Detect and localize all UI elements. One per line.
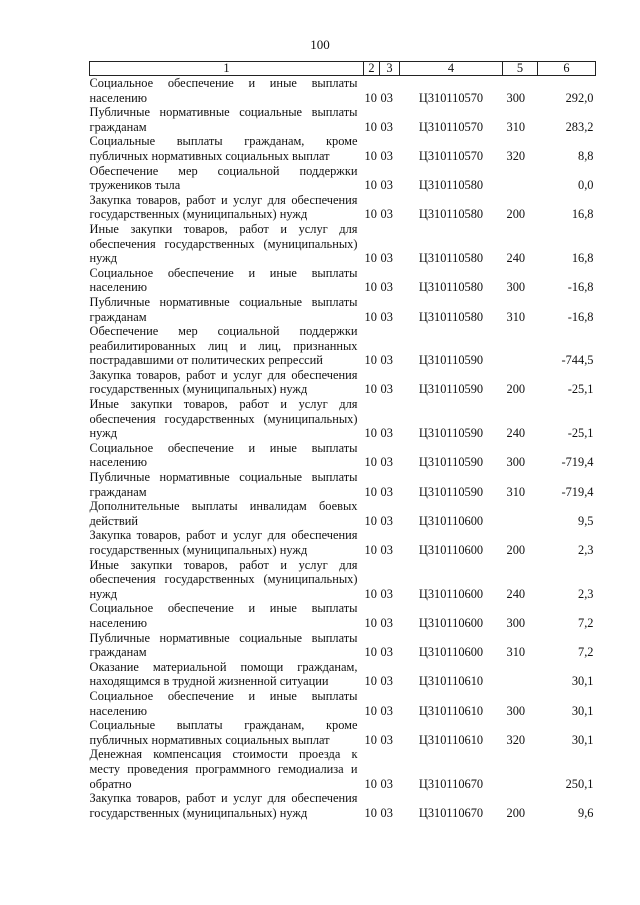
table-row bbox=[90, 470, 596, 499]
row-description: Публичные нормативные социальные выплаты гражданам bbox=[89, 630, 358, 660]
table-row bbox=[90, 164, 596, 193]
row-description: Социальное обеспечение и иные выплаты населению bbox=[89, 440, 358, 470]
row-target-code: Ц310110590 bbox=[418, 484, 484, 499]
row-section: 10 bbox=[364, 119, 377, 134]
row-description: Публичные нормативные социальные выплаты гражданам bbox=[89, 294, 358, 324]
table-row bbox=[90, 134, 596, 163]
row-subsection: 03 bbox=[380, 732, 393, 747]
row-amount: 0,0 bbox=[578, 178, 594, 193]
row-target-code: Ц310110600 bbox=[418, 513, 484, 528]
row-expense-type: 320 bbox=[506, 732, 526, 747]
row-description: Закупка товаров, работ и услуг для обеспечения государственных (муниципальных) нужд bbox=[89, 528, 358, 557]
row-expense-type: 300 bbox=[506, 280, 526, 295]
row-description: Дополнительные выплаты инвалидам боевых действий bbox=[89, 499, 358, 528]
header-col-6: 6 bbox=[538, 62, 596, 76]
row-section: 10 bbox=[364, 586, 377, 601]
header-col-5: 5 bbox=[503, 62, 538, 76]
row-expense-type: 240 bbox=[506, 426, 526, 441]
row-target-code: Ц310110600 bbox=[418, 543, 484, 557]
row-amount: 9,5 bbox=[578, 513, 594, 528]
row-description: Иные закупки товаров, работ и услуг для обеспечения государственных (муниципальных) нужд bbox=[89, 557, 358, 601]
row-subsection: 03 bbox=[380, 148, 393, 163]
table-header bbox=[90, 62, 596, 76]
row-description: Обеспечение мер социальной поддержки тружеников тыла bbox=[89, 163, 358, 193]
row-target-code: Ц310110670 bbox=[418, 776, 484, 791]
row-section: 10 bbox=[364, 615, 377, 630]
row-section: 10 bbox=[364, 732, 377, 747]
row-subsection: 03 bbox=[380, 645, 393, 660]
row-description: Социальные выплаты гражданам, кроме публичных нормативных социальных выплат bbox=[89, 718, 358, 747]
row-section: 10 bbox=[364, 455, 377, 470]
table-row bbox=[90, 266, 596, 295]
header-col-2: 2 bbox=[364, 62, 380, 76]
row-target-code: Ц310110580 bbox=[418, 207, 484, 222]
row-amount: 8,8 bbox=[578, 148, 594, 163]
row-section: 10 bbox=[364, 426, 377, 441]
row-subsection: 03 bbox=[380, 382, 393, 397]
row-amount: 283,2 bbox=[565, 119, 594, 134]
row-target-code: Ц310110580 bbox=[418, 178, 484, 193]
row-subsection: 03 bbox=[380, 426, 393, 441]
row-description: Социальное обеспечение и иные выплаты населению bbox=[89, 688, 358, 718]
table-row bbox=[90, 528, 596, 557]
table-row bbox=[90, 295, 596, 324]
row-section: 10 bbox=[364, 776, 377, 791]
row-amount: 2,3 bbox=[578, 543, 594, 557]
table-row bbox=[90, 397, 596, 441]
row-amount: -25,1 bbox=[567, 382, 594, 397]
header-row bbox=[90, 62, 596, 76]
row-section: 10 bbox=[364, 90, 377, 105]
row-section: 10 bbox=[364, 805, 377, 820]
row-section: 10 bbox=[364, 382, 377, 397]
row-target-code: Ц310110590 bbox=[418, 382, 484, 397]
page-number: 100 bbox=[310, 37, 330, 52]
row-expense-type: 200 bbox=[506, 382, 526, 397]
row-amount: -16,8 bbox=[567, 280, 594, 295]
row-expense-type: 200 bbox=[506, 207, 526, 222]
row-expense-type: 310 bbox=[506, 484, 526, 499]
row-description: Публичные нормативные социальные выплаты гражданам bbox=[89, 105, 358, 134]
row-amount: -25,1 bbox=[567, 426, 594, 441]
row-description: Иные закупки товаров, работ и услуг для обеспечения государственных (муниципальных) нужд bbox=[89, 397, 358, 441]
table-row bbox=[90, 324, 596, 368]
table-row bbox=[90, 631, 596, 660]
row-amount: 9,6 bbox=[578, 805, 594, 820]
row-amount: 7,2 bbox=[578, 615, 594, 630]
row-subsection: 03 bbox=[380, 805, 393, 820]
row-subsection: 03 bbox=[380, 703, 393, 718]
row-subsection: 03 bbox=[380, 251, 393, 266]
budget-table bbox=[89, 61, 596, 820]
row-amount: -16,8 bbox=[567, 309, 594, 324]
row-amount: 7,2 bbox=[578, 645, 594, 660]
row-expense-type: 310 bbox=[506, 645, 526, 660]
table-row bbox=[90, 660, 596, 689]
row-target-code: Ц310110600 bbox=[418, 615, 484, 630]
row-amount: 2,3 bbox=[578, 586, 594, 601]
row-amount: 250,1 bbox=[565, 776, 594, 791]
row-target-code: Ц310110670 bbox=[418, 805, 484, 820]
row-amount: -719,4 bbox=[561, 455, 594, 470]
header-col-1: 1 bbox=[90, 62, 364, 76]
row-subsection: 03 bbox=[380, 484, 393, 499]
row-amount: -744,5 bbox=[561, 353, 594, 368]
row-target-code: Ц310110610 bbox=[418, 674, 484, 689]
row-subsection: 03 bbox=[380, 119, 393, 134]
table-row bbox=[90, 689, 596, 718]
row-subsection: 03 bbox=[380, 455, 393, 470]
row-amount: -719,4 bbox=[561, 484, 594, 499]
row-subsection: 03 bbox=[380, 280, 393, 295]
row-description: Социальные выплаты гражданам, кроме публичных нормативных социальных выплат bbox=[89, 134, 358, 163]
table-body bbox=[90, 76, 596, 821]
row-expense-type: 310 bbox=[506, 309, 526, 324]
row-amount: 292,0 bbox=[565, 90, 594, 105]
row-expense-type: 240 bbox=[506, 586, 526, 601]
table-row bbox=[90, 368, 596, 397]
row-description: Публичные нормативные социальные выплаты гражданам bbox=[89, 470, 358, 499]
header-col-3: 3 bbox=[380, 62, 400, 76]
row-section: 10 bbox=[364, 674, 377, 689]
row-amount: 30,1 bbox=[571, 703, 594, 718]
row-section: 10 bbox=[364, 207, 377, 222]
row-amount: 16,8 bbox=[571, 251, 594, 266]
row-section: 10 bbox=[364, 309, 377, 324]
table-row bbox=[90, 558, 596, 602]
row-expense-type: 200 bbox=[506, 805, 526, 820]
row-amount: 16,8 bbox=[571, 207, 594, 222]
table-row bbox=[90, 105, 596, 134]
table-row bbox=[90, 76, 596, 106]
table-row bbox=[90, 193, 596, 222]
row-expense-type bbox=[503, 164, 538, 193]
row-subsection: 03 bbox=[380, 513, 393, 528]
row-target-code: Ц310110580 bbox=[418, 309, 484, 324]
row-description: Социальное обеспечение и иные выплаты населению bbox=[89, 265, 358, 295]
row-section: 10 bbox=[364, 703, 377, 718]
table-row bbox=[90, 747, 596, 791]
row-expense-type bbox=[503, 324, 538, 368]
row-expense-type: 300 bbox=[506, 615, 526, 630]
table-row bbox=[90, 499, 596, 528]
row-subsection: 03 bbox=[380, 90, 393, 105]
row-expense-type: 300 bbox=[506, 703, 526, 718]
row-expense-type bbox=[503, 747, 538, 791]
row-description: Закупка товаров, работ и услуг для обеспечения государственных (муниципальных) нужд bbox=[89, 192, 358, 222]
row-section: 10 bbox=[364, 484, 377, 499]
row-subsection: 03 bbox=[380, 615, 393, 630]
row-description: Обеспечение мер социальной поддержки реабилитированных лиц и лиц, признанных пострадавшими от политических репрессий bbox=[89, 324, 358, 368]
row-expense-type bbox=[503, 499, 538, 528]
row-expense-type: 300 bbox=[506, 90, 526, 105]
row-subsection: 03 bbox=[380, 178, 393, 193]
row-section: 10 bbox=[364, 645, 377, 660]
row-target-code: Ц310110570 bbox=[418, 148, 484, 163]
table-row bbox=[90, 791, 596, 820]
row-target-code: Ц310110570 bbox=[418, 90, 484, 105]
row-description: Закупка товаров, работ и услуг для обеспечения государственных (муниципальных) нужд bbox=[89, 791, 358, 820]
row-expense-type: 200 bbox=[506, 543, 526, 557]
row-description: Социальное обеспечение и иные выплаты населению bbox=[89, 76, 358, 105]
row-subsection: 03 bbox=[380, 353, 393, 368]
header-col-4: 4 bbox=[400, 62, 503, 76]
row-expense-type: 240 bbox=[506, 251, 526, 266]
row-target-code: Ц310110610 bbox=[418, 732, 484, 747]
row-description: Денежная компенсация стоимости проезда к месту проведения программного гемодиализа и обратно bbox=[89, 747, 358, 791]
row-section: 10 bbox=[364, 353, 377, 368]
row-subsection: 03 bbox=[380, 674, 393, 689]
row-target-code: Ц310110600 bbox=[418, 586, 484, 601]
row-section: 10 bbox=[364, 178, 377, 193]
row-section: 10 bbox=[364, 513, 377, 528]
row-target-code: Ц310110600 bbox=[418, 645, 484, 660]
row-amount: 30,1 bbox=[571, 674, 594, 689]
row-expense-type bbox=[503, 660, 538, 689]
row-section: 10 bbox=[364, 543, 377, 557]
table-row bbox=[90, 222, 596, 266]
row-subsection: 03 bbox=[380, 776, 393, 791]
table-row bbox=[90, 601, 596, 630]
row-expense-type: 320 bbox=[506, 148, 526, 163]
row-description: Социальное обеспечение и иные выплаты населению bbox=[89, 601, 358, 630]
row-target-code: Ц310110590 bbox=[418, 426, 484, 441]
row-subsection: 03 bbox=[380, 207, 393, 222]
row-subsection: 03 bbox=[380, 309, 393, 324]
row-target-code: Ц310110610 bbox=[418, 703, 484, 718]
row-target-code: Ц310110580 bbox=[418, 251, 484, 266]
row-section: 10 bbox=[364, 280, 377, 295]
row-subsection: 03 bbox=[380, 586, 393, 601]
row-target-code: Ц310110570 bbox=[418, 119, 484, 134]
row-target-code: Ц310110590 bbox=[418, 353, 484, 368]
row-amount: 30,1 bbox=[571, 732, 594, 747]
row-expense-type: 310 bbox=[506, 119, 526, 134]
row-section: 10 bbox=[364, 251, 377, 266]
row-description: Закупка товаров, работ и услуг для обеспечения государственных (муниципальных) нужд bbox=[89, 367, 358, 397]
row-subsection: 03 bbox=[380, 543, 393, 557]
row-expense-type: 300 bbox=[506, 455, 526, 470]
row-section: 10 bbox=[364, 148, 377, 163]
table-row bbox=[90, 441, 596, 470]
table-row bbox=[90, 718, 596, 747]
row-target-code: Ц310110580 bbox=[418, 280, 484, 295]
row-target-code: Ц310110590 bbox=[418, 455, 484, 470]
row-description: Иные закупки товаров, работ и услуг для обеспечения государственных (муниципальных) нужд bbox=[89, 221, 358, 266]
row-description: Оказание материальной помощи гражданам, находящимся в трудной жизненной ситуации bbox=[89, 659, 358, 689]
